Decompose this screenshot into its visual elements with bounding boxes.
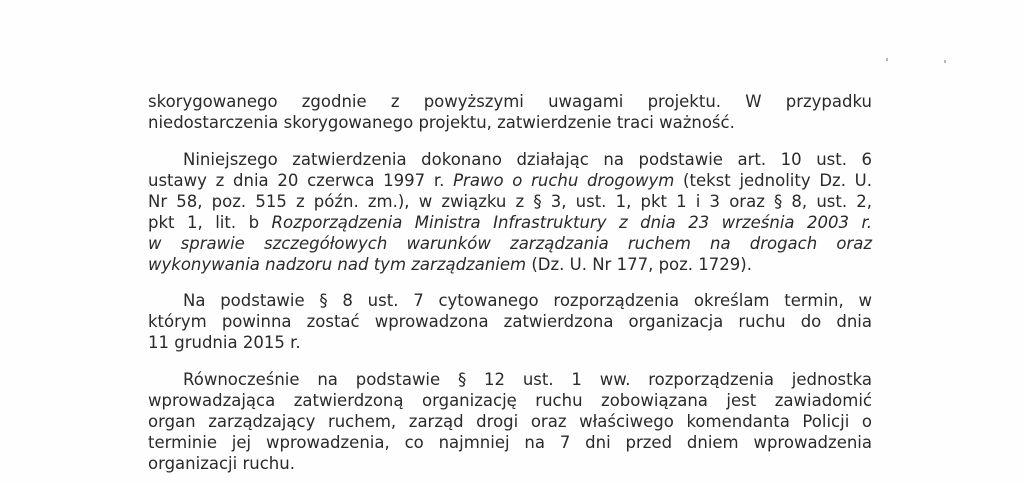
text-segment: ustawy z dnia 20 czerwca 1997 r. bbox=[148, 171, 454, 190]
text-segment: organ zarządzający ruchem, zarząd drogi oraz właściwego komendanta Policji o bbox=[148, 412, 872, 431]
text-segment: (Dz. U. Nr 177, poz. 1729). bbox=[526, 255, 752, 274]
text-segment: 11 grudnia 2015 r. bbox=[148, 333, 301, 352]
text-segment: wprowadzająca zatwierdzoną organizację ruchu zobowiązana jest zawiadomić bbox=[148, 391, 872, 410]
paragraph-1-line-2 bbox=[148, 113, 735, 133]
scan-speck bbox=[944, 60, 946, 63]
text-segment: (tekst jednolity Dz. U. bbox=[674, 171, 872, 190]
paragraph-3-line-2 bbox=[148, 312, 872, 332]
paragraph-2-line-1 bbox=[183, 150, 872, 170]
paragraph-2-line-6 bbox=[148, 255, 752, 275]
paragraph-3-line-3 bbox=[148, 333, 301, 353]
text-segment: terminie jej wprowadzenia, co najmniej na 7 dni przed dniem wprowadzenia bbox=[148, 433, 872, 452]
paragraph-1-line-1 bbox=[148, 92, 872, 112]
regulation-title-italic: wykonywania nadzoru nad tym zarządzaniem bbox=[148, 255, 527, 274]
paragraph-2-line-3 bbox=[148, 192, 872, 212]
paragraph-4-line-2 bbox=[148, 391, 872, 411]
act-title-italic: Prawo o ruchu drogowym bbox=[453, 171, 675, 190]
text-segment: Nr 58, poz. 515 z późn. zm.), w związku z § 3, ust. 1, pkt 1 i 3 oraz § 8, ust. 2, bbox=[148, 192, 872, 211]
text-segment: organizacji ruchu. bbox=[148, 454, 295, 473]
paragraph-4-line-5 bbox=[148, 454, 295, 474]
text-segment: którym powinna zostać wprowadzona zatwierdzona organizacja ruchu do dnia bbox=[148, 312, 872, 331]
paragraph-3-line-1 bbox=[183, 291, 872, 311]
text-segment: skorygowanego zgodnie z powyższymi uwagami projektu. W przypadku bbox=[148, 92, 872, 111]
paragraph-4-line-4 bbox=[148, 433, 872, 453]
paragraph-2-line-2 bbox=[148, 171, 872, 191]
regulation-title-italic: w sprawie szczegółowych warunków zarządzania ruchem na drogach oraz bbox=[148, 234, 872, 253]
text-segment: pkt 1, lit. b bbox=[148, 213, 272, 232]
text-segment: niedostarczenia skorygowanego projektu, zatwierdzenie traci ważność. bbox=[148, 113, 735, 132]
paragraph-2-line-4 bbox=[148, 213, 872, 233]
regulation-title-italic: Rozporządzenia Ministra Infrastruktury z dnia 23 września 2003 r. bbox=[271, 213, 872, 232]
text-segment: Na podstawie § 8 ust. 7 cytowanego rozporządzenia określam termin, w bbox=[183, 291, 872, 310]
paragraph-4-line-1 bbox=[183, 370, 872, 390]
paragraph-4-line-3 bbox=[148, 412, 872, 432]
text-segment: Niniejszego zatwierdzenia dokonano działając na podstawie art. 10 ust. 6 bbox=[183, 150, 872, 169]
scan-speck bbox=[886, 58, 888, 61]
paragraph-2-line-5 bbox=[148, 234, 872, 254]
text-segment: Równocześnie na podstawie § 12 ust. 1 ww. rozporządzenia jednostka bbox=[183, 370, 872, 389]
